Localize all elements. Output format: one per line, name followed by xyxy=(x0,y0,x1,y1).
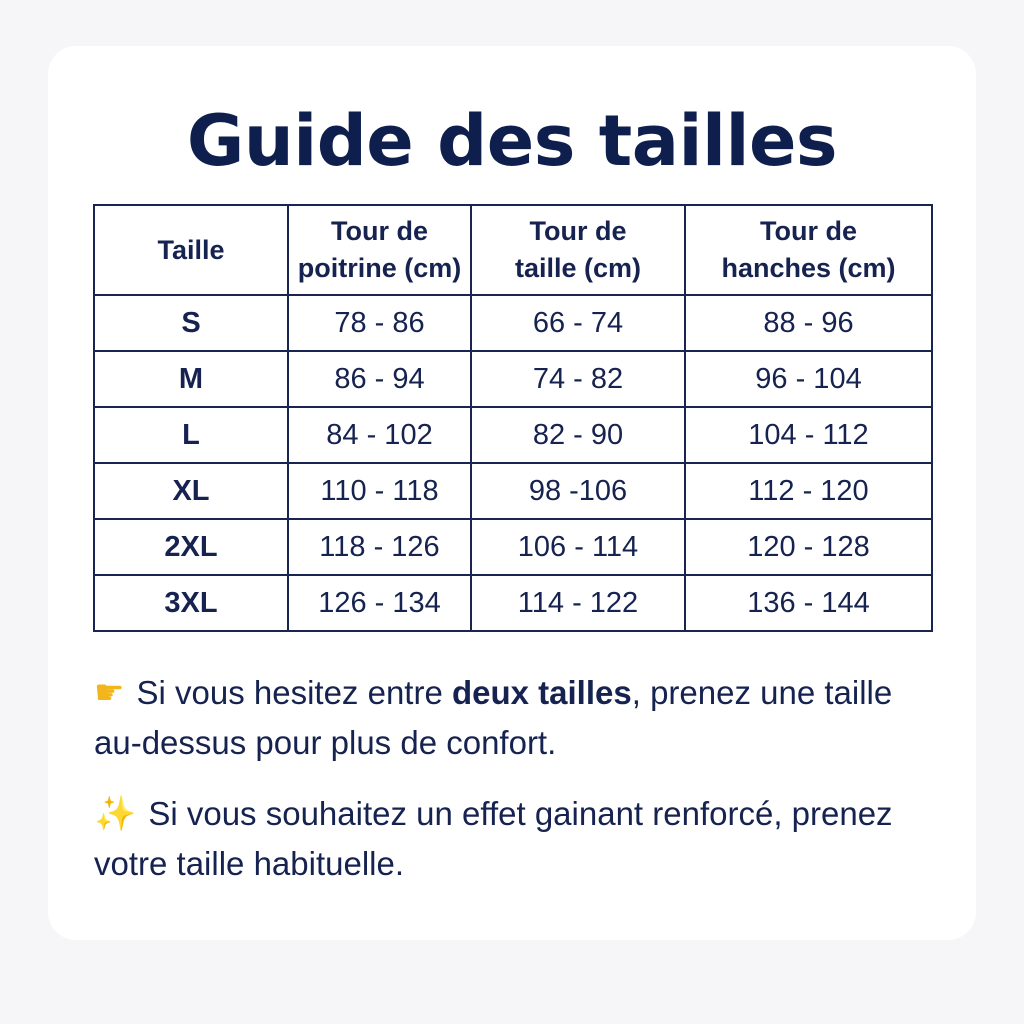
hips-cell: 112 - 120 xyxy=(685,463,932,519)
hips-cell: 104 - 112 xyxy=(685,407,932,463)
chest-cell: 78 - 86 xyxy=(288,295,471,351)
waist-cell: 66 - 74 xyxy=(471,295,685,351)
tip-shaping-effect xyxy=(94,789,934,888)
size-cell: L xyxy=(94,407,288,463)
waist-cell: 106 - 114 xyxy=(471,519,685,575)
size-cell: 3XL xyxy=(94,575,288,631)
page-title: Guide des tailles xyxy=(186,100,838,182)
tip-two-sizes xyxy=(94,668,934,767)
waist-cell: 98 -106 xyxy=(471,463,685,519)
chest-cell: 118 - 126 xyxy=(288,519,471,575)
header-chest: Tour de poitrine (cm) xyxy=(288,205,471,295)
table-row xyxy=(94,351,932,407)
tip-text-before: Si vous hesitez entre xyxy=(136,674,452,711)
waist-cell: 74 - 82 xyxy=(471,351,685,407)
table-header-row xyxy=(94,205,932,295)
tip-text: Si vous souhaitez un effet gainant renforcé, prenez votre taille habituelle. xyxy=(94,795,893,882)
hips-cell: 88 - 96 xyxy=(685,295,932,351)
tip-text-after: , prenez une taille au-dessus pour plus de confort. xyxy=(94,674,893,761)
waist-cell: 114 - 122 xyxy=(471,575,685,631)
hips-cell: 136 - 144 xyxy=(685,575,932,631)
waist-cell: 82 - 90 xyxy=(471,407,685,463)
size-cell: XL xyxy=(94,463,288,519)
pointing-hand-icon: ☛ xyxy=(94,673,125,713)
hips-cell: 96 - 104 xyxy=(685,351,932,407)
sparkles-icon: ✨ xyxy=(94,794,137,834)
table-row xyxy=(94,519,932,575)
size-chart-table xyxy=(93,204,933,632)
chest-cell: 110 - 118 xyxy=(288,463,471,519)
chest-cell: 126 - 134 xyxy=(288,575,471,631)
size-cell: S xyxy=(94,295,288,351)
table-row xyxy=(94,575,932,631)
tip-text-bold: deux tailles xyxy=(451,674,632,711)
size-cell: M xyxy=(94,351,288,407)
table-row xyxy=(94,295,932,351)
hips-cell: 120 - 128 xyxy=(685,519,932,575)
table-row xyxy=(94,407,932,463)
table-row xyxy=(94,463,932,519)
size-cell: 2XL xyxy=(94,519,288,575)
header-size: Taille xyxy=(94,205,288,295)
chest-cell: 84 - 102 xyxy=(288,407,471,463)
header-waist: Tour de taille (cm) xyxy=(471,205,685,295)
header-hips: Tour de hanches (cm) xyxy=(685,205,932,295)
chest-cell: 86 - 94 xyxy=(288,351,471,407)
